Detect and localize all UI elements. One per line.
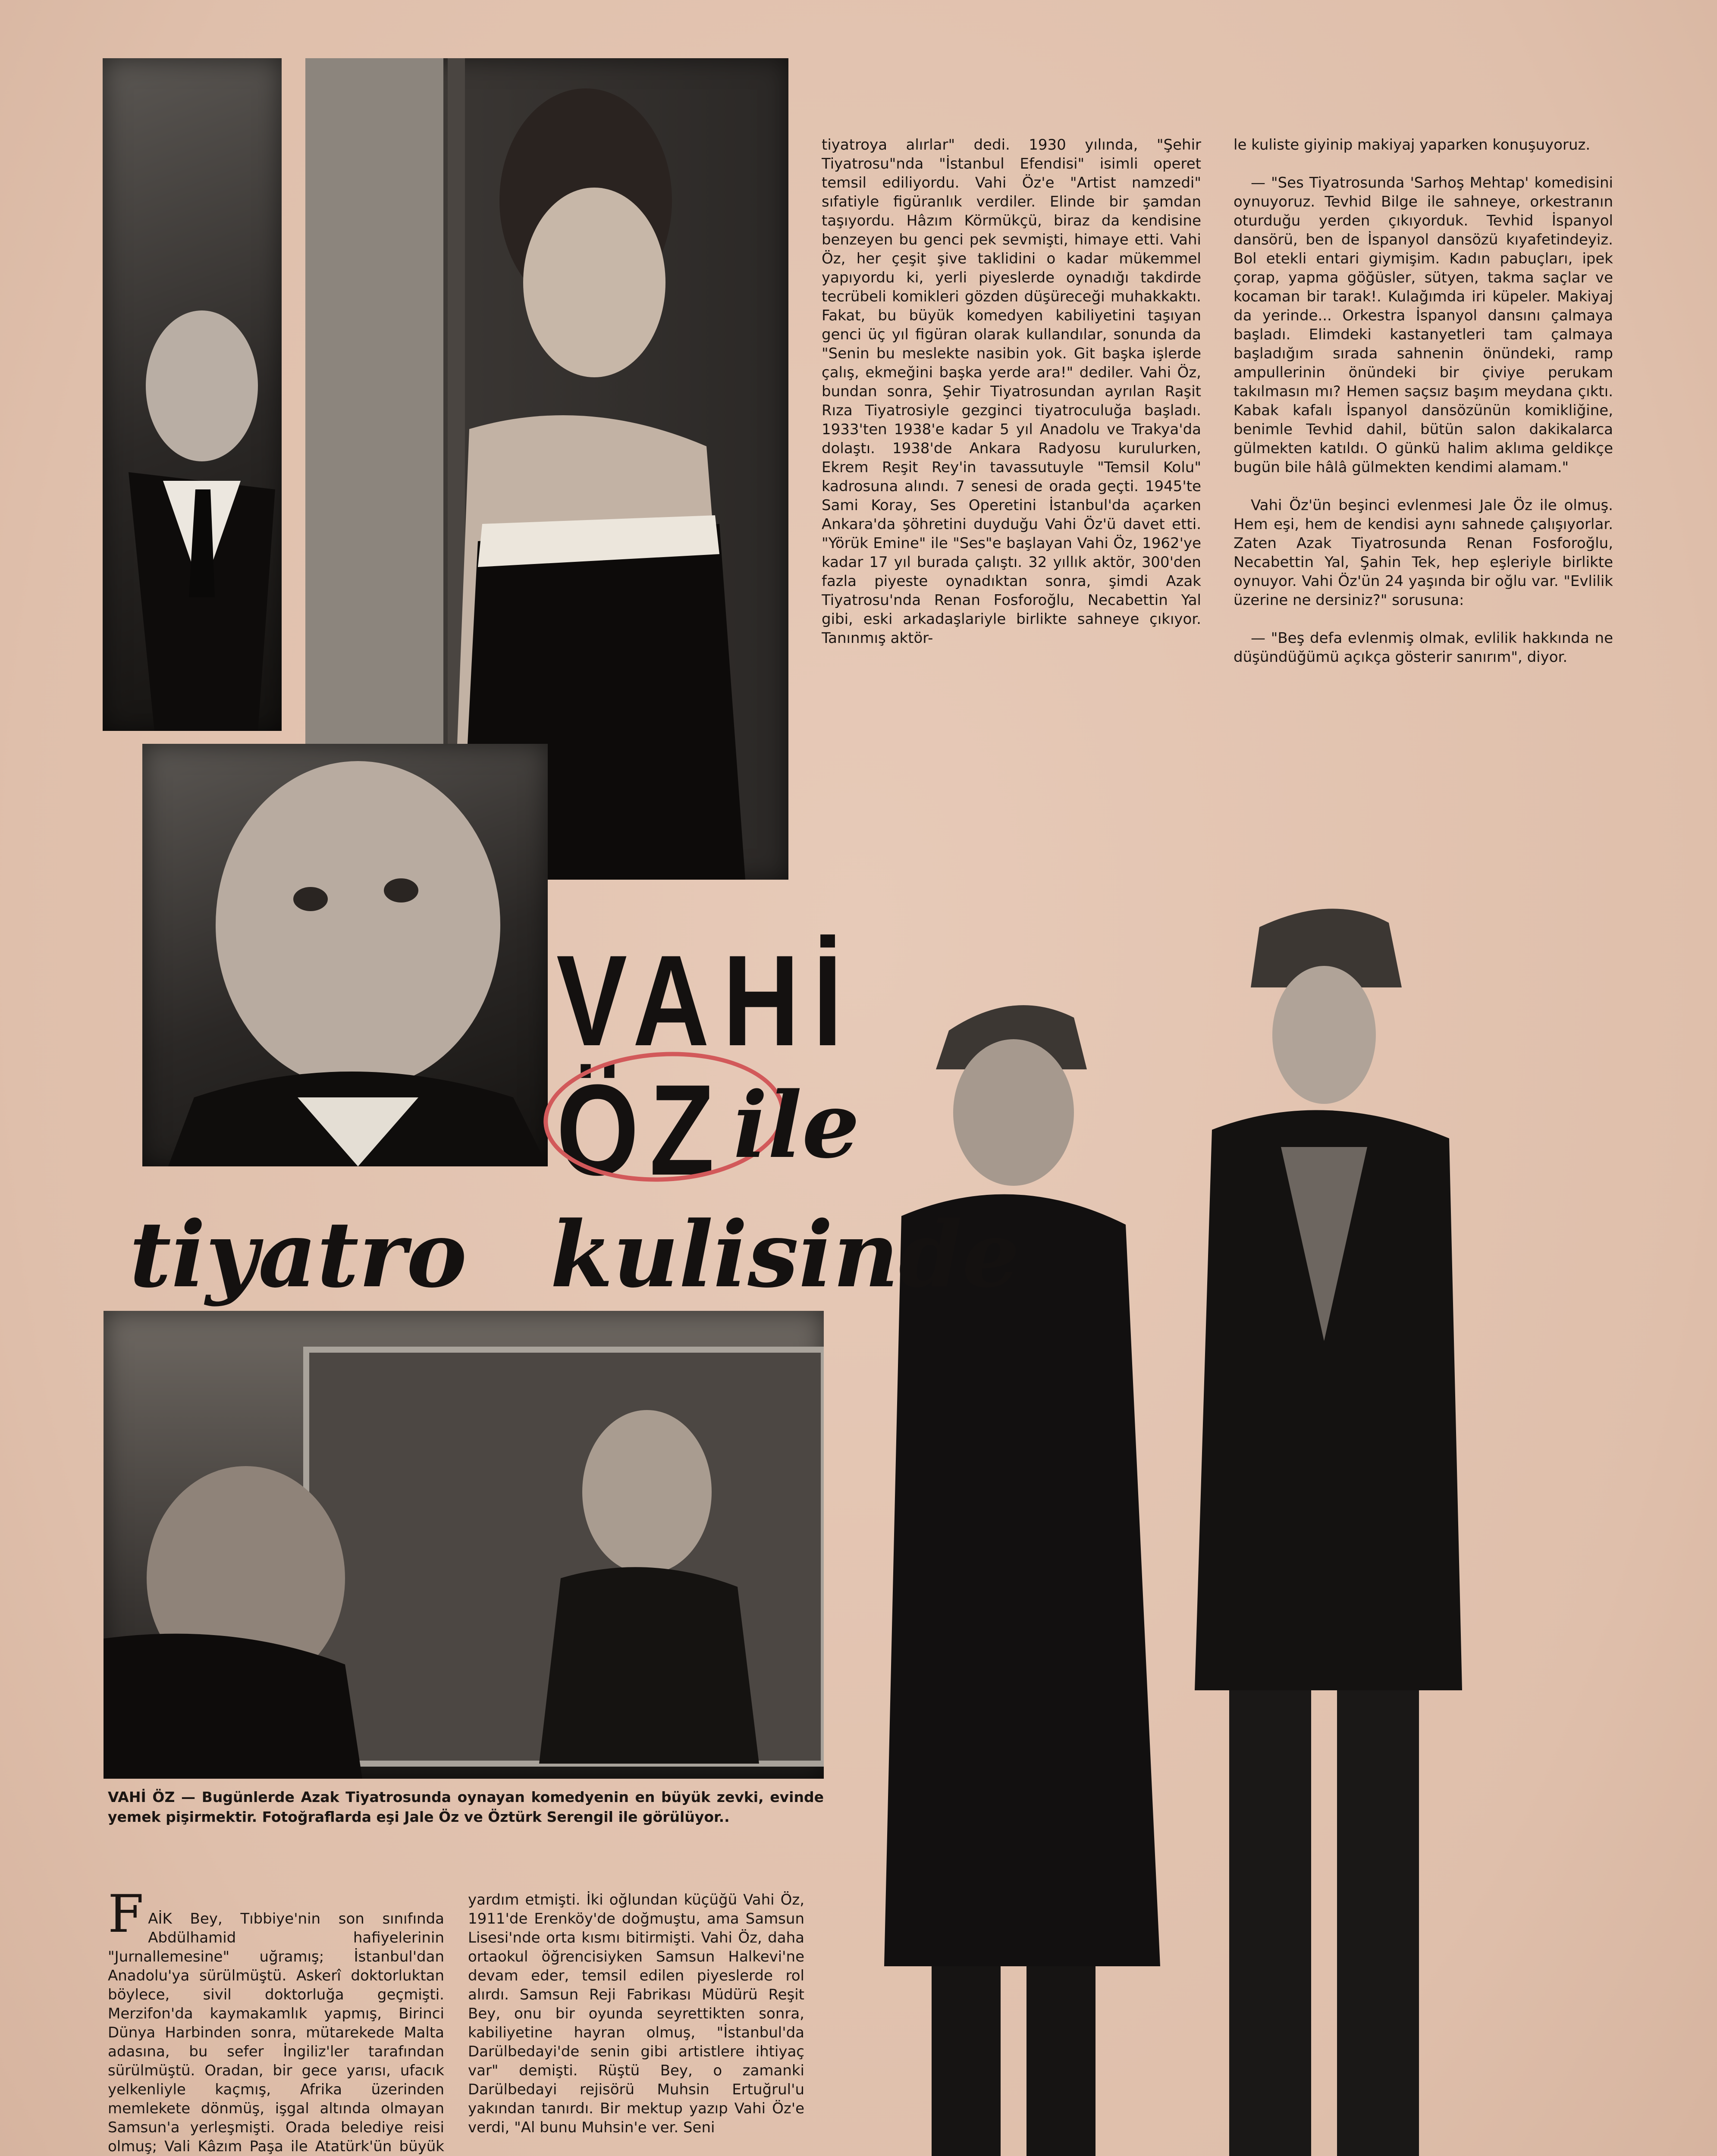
photo-face-closeup — [142, 744, 548, 1166]
photo-man-tuxedo — [103, 58, 282, 731]
article-column-bottom-left — [108, 1871, 444, 2156]
article-paragraph: le kuliste giyinip makiyaj yaparken konuşuyoruz. — [1234, 136, 1591, 154]
headline-oz: ÖZ — [556, 1057, 725, 1202]
headline-ile: ile — [733, 1072, 860, 1178]
drop-cap: F — [108, 1884, 144, 1944]
article-column-top-middle — [822, 116, 1201, 897]
article-paragraph: tiyatroya alırlar" dedi. 1930 yılında, "Şehir Tiyatrosu"nda "İstanbul Efendisi" isimli operet temsil ediliyordu. Vahi Öz'e "Artist namzedi" sıfatiyle figüranlık verdiler. Elinde bir şamdan taşıyordu. Hâzım Körmükçü, biraz da kendisine benzeyen bu genci pek sevmişti, himaye etti. Vahi Öz, her çeşit şive taklidini o kadar mükemmel yapıyordu ki, yerli piyeslerde oynadığı takdirde tecrübeli komikleri gözden düşüreceği muhakkaktı. Fakat, bu büyük komedyen kabiliyetini taşıyan genci üç yıl figüran olarak kullandılar, sonunda da "Senin bu meslekte nasibin yok. Git başka işlerde çalış, ekmeğini başka yerde ara!" dediler. Vahi Öz, bundan sonra, Şehir Tiyatrosundan ayrılan Raşit Rıza Tiyatrosiyle gezginci tiyatroculuğa başladı. 1933'ten 1938'e kadar 5 yıl Anadolu ve Trakya'da dolaştı. 1938'de Ankara Radyosu kurulurken, Ekrem Reşit Rey'in tavassutuyle "Temsil Kolu" kadrosuna alındı. 7 senesi de orada geçti. 1945'te Sami Koray, Ses Operetini İstanbul'da açarken Ankara'da şöhretini duyduğu Vahi Öz'ü davet etti. "Yörük Emine" ile "Ses"e başlayan Vahi Öz, 1962'ye kadar 17 yıl burada çalıştı. 32 yıllık aktör, 300'den fazla piyeste oynadıktan sonra, şimdi Azak Tiyatrosu'nda Renan Fosforoğlu, Necabettin Yal gibi, eski arkadaşlariyle birlikte sahneye çıkıyor. Tanınmış aktör- — [822, 136, 1201, 647]
photo-two-men-standing — [884, 888, 1639, 2156]
article-paragraph: Vahi Öz'ün beşinci evlenmesi Jale Öz ile olmuş. Hem eşi, hem de kendisi aynı sahnede çalışıyorlar. Zaten Azak Tiyatrosunda Renan Fosforoğlu, Necabettin Yal, Şahin Tek, hep eşleriyle birlikte oynuyor. Vahi Öz'ün 24 yaşında bir oğlu var. "Evlilik üzerine ne dersiniz?" sorusuna: — [1234, 497, 1613, 609]
article-paragraph: — "Beş defa evlenmiş olmak, evlilik hakkında ne düşündüğümü açıkça gösterir sanırım", diyor. — [1234, 630, 1613, 666]
article-paragraph: AİK Bey, Tıbbiye'nin son sınıfında Abdülhamid hafiyelerinin "Jurnallemesine" uğramış; İstanbul'dan Anadolu'ya sürülmüştü. Askerî doktorluktan böylece, sivil doktorluğa geçmişti. Merzifon'da kaymakamlık yapmış, Birinci Dünya Harbinden sonra, mütarekede Malta adasına, bu sefer İngiliz'ler tarafından sürülmüştü. Oradan, bir gece yarısı, ufacık yelkenliyle kaçmış, Afrika üzerinden memlekete dönmüş, işgal altında olmayan Samsun'a yerleşmişti. Orada belediye reisi olmuş; Vali Kâzım Paşa ile Atatürk'ün büyük — [108, 1910, 444, 2155]
photo-caption — [108, 1787, 824, 1827]
article-column-bottom-middle — [468, 1871, 804, 2156]
headline-tiyatro-kulisinde: tiyatro kulisinde — [129, 1201, 1020, 1308]
headline-vahi: VAHİ — [556, 928, 856, 1073]
photo-dressing-room-mirror — [104, 1311, 824, 1779]
article-paragraph: yardım etmişti. İki oğlundan küçüğü Vahi Öz, 1911'de Erenköy'de doğmuştu, ama Samsun Lisesi'nde orta kısmı bitirmişti. Vahi Öz, daha ortaokul öğrencisiyken Samsun Halkevi'ne devam eder, temsil edilen piyeslerde rol alırdı. Samsun Reji Fabrikası Müdürü Reşit Bey, onu bir oyunda seyrettikten sonra, kabiliyetine hayran olmuş, "İstanbul'da Darülbedayi'de senin gibi artistlere ihtiyaç var" demişti. Rüştü Bey, o zamanki Darülbedayi rejisörü Muhsin Ertuğrul'u yakından tanırdı. Bir mektup yazıp Vahi Öz'e verdi, "Al bunu Muhsin'e ver. Seni — [468, 1891, 804, 2136]
article-column-top-right — [1234, 116, 1613, 901]
article-paragraph: — "Ses Tiyatrosunda 'Sarhoş Mehtap' komedisini oynuyoruz. Tevhid Bilge ile sahneye, orkestranın oturduğu yerden çıkıyorduk. Tevhid İspanyol dansörü, ben de İspanyol dansözü kıyafetindeyiz. Bol etekli entari giymişim. Kadın pabuçları, ipek çorap, yapma göğüsler, sütyen, takma saçlar ve kocaman bir tarak!. Kulağımda iri küpeler. Makiyaj da yerinde... Orkestra İspanyol dansını çalmaya başladı. Elimdeki kastanyetleri tam çalmaya başladığım sırada sahnenin önündeki, ramp ampullerinin önündeki bir çiviye perukam takılmasın mı? Hemen saçsız başım meydana çıktı. Kabak kafalı İspanyol dansözünün komikliğine, benimle Tevhid dahil, bütün salon dakikalarca gülmekten katıldı. O günkü halim aklıma geldikçe bugün bile hâlâ gülmekten kendimi alamam." — [1234, 174, 1613, 476]
caption-lead: VAHİ ÖZ — — [108, 1789, 196, 1805]
caption-text: Bugünlerde Azak Tiyatrosunda oynayan komedyenin en büyük zevki, evinde yemek pişirmektir. Fotoğraflarda eşi Jale Öz ve Öztürk Serengil ile görülüyor.. — [108, 1789, 824, 1825]
